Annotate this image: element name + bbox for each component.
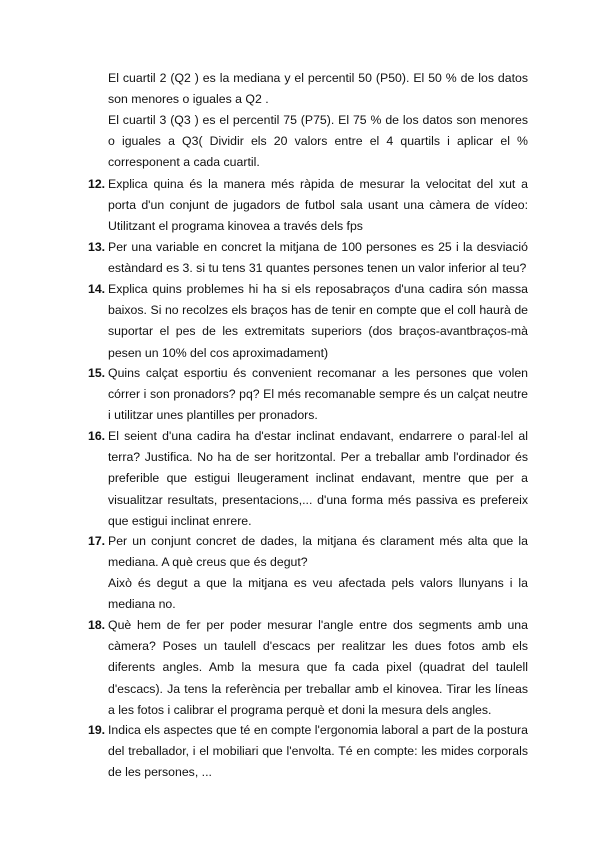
item-17-answer: Això és degut a que la mitjana es veu afectada pels valors llunyans i la mediana no. bbox=[108, 576, 528, 612]
item-15-number: 15. bbox=[88, 366, 106, 380]
item-14-number: 14. bbox=[88, 282, 106, 296]
item-12-number: 12. bbox=[88, 177, 106, 191]
item-12-text: Explica quina és la manera més ràpida de mesurar la velocitat del xut a porta d'un conjunt de jugadors de futbol sala usant una càmera de vídeo: Utilitzant el programa kinovea a través dels fps bbox=[108, 177, 528, 234]
item-17-text: Per un conjunt concret de dades, la mitjana és clarament més alta que la mediana. A què creus que és degut? bbox=[108, 534, 528, 570]
quartile-2-paragraph: El cuartil 2 (Q2 ) es la mediana y el percentil 50 (P50). El 50 % de los datos son menores o iguales a Q2 . bbox=[108, 71, 528, 107]
quartile-3-paragraph: El cuartil 3 (Q3 ) es el percentil 75 (P75). El 75 % de los datos son menores o iguales a Q3( Dividir els 20 valors entre el 4 quartils i aplicar el % corresponent a cada cuartil. bbox=[108, 113, 528, 170]
item-13-text: Per una variable en concret la mitjana de 100 persones es 25 i la desviació estàndard es 3. si tu tens 31 quantes persones tenen un valor inferior al teu? bbox=[108, 240, 528, 276]
item-18-text: Què hem de fer per poder mesurar l'angle entre dos segments amb una càmera? Poses un taulell d'escacs per realitzar les dues fotos amb els diferents angles. Amb la mesura que fa cada pixel (quadrat del taulell d'escacs). Ja tens la referència per treballar amb el kinovea. Tirar les líneas a les fotos i calibrar el programa perquè et doni la mesura dels angles. bbox=[108, 618, 528, 717]
item-14-text: Explica quins problemes hi ha si els reposabraços d'una cadira són massa baixos. Si no recolzes els braços has de tenir en compte que el coll haurà de suportar el pes de les extremitats superiors (dos braços-avantbraços-mà pesen un 10% del cos aproximadament) bbox=[108, 282, 528, 360]
item-19-number: 19. bbox=[88, 723, 106, 737]
item-17-number: 17. bbox=[88, 534, 106, 548]
item-15-text: Quins calçat esportiu és convenient recomanar a les persones que volen córrer i son pronadors? pq? El més recomanable sempre és un calçat neutre i utilitzar unes plantilles per pronadors. bbox=[108, 366, 528, 423]
item-18-number: 18. bbox=[88, 618, 106, 632]
item-16-number: 16. bbox=[88, 429, 106, 443]
item-19-text: Indica els aspectes que té en compte l'ergonomia laboral a part de la postura del treballador, i el mobiliari que l'envolta. Té en compte: les mides corporals de les persones, ... bbox=[108, 723, 528, 780]
item-13-number: 13. bbox=[88, 240, 106, 254]
item-16-text: El seient d'una cadira ha d'estar inclinat endavant, endarrere o paral·lel al terra? Justifica. No ha de ser horitzontal. Per a treballar amb l'ordinador és preferible que estigui lleugerament inclinat endavant, mentre que per a visualitzar resultats, presentacions,... d'una forma més passiva es prefereix que estigui inclinat enrere. bbox=[108, 429, 528, 528]
